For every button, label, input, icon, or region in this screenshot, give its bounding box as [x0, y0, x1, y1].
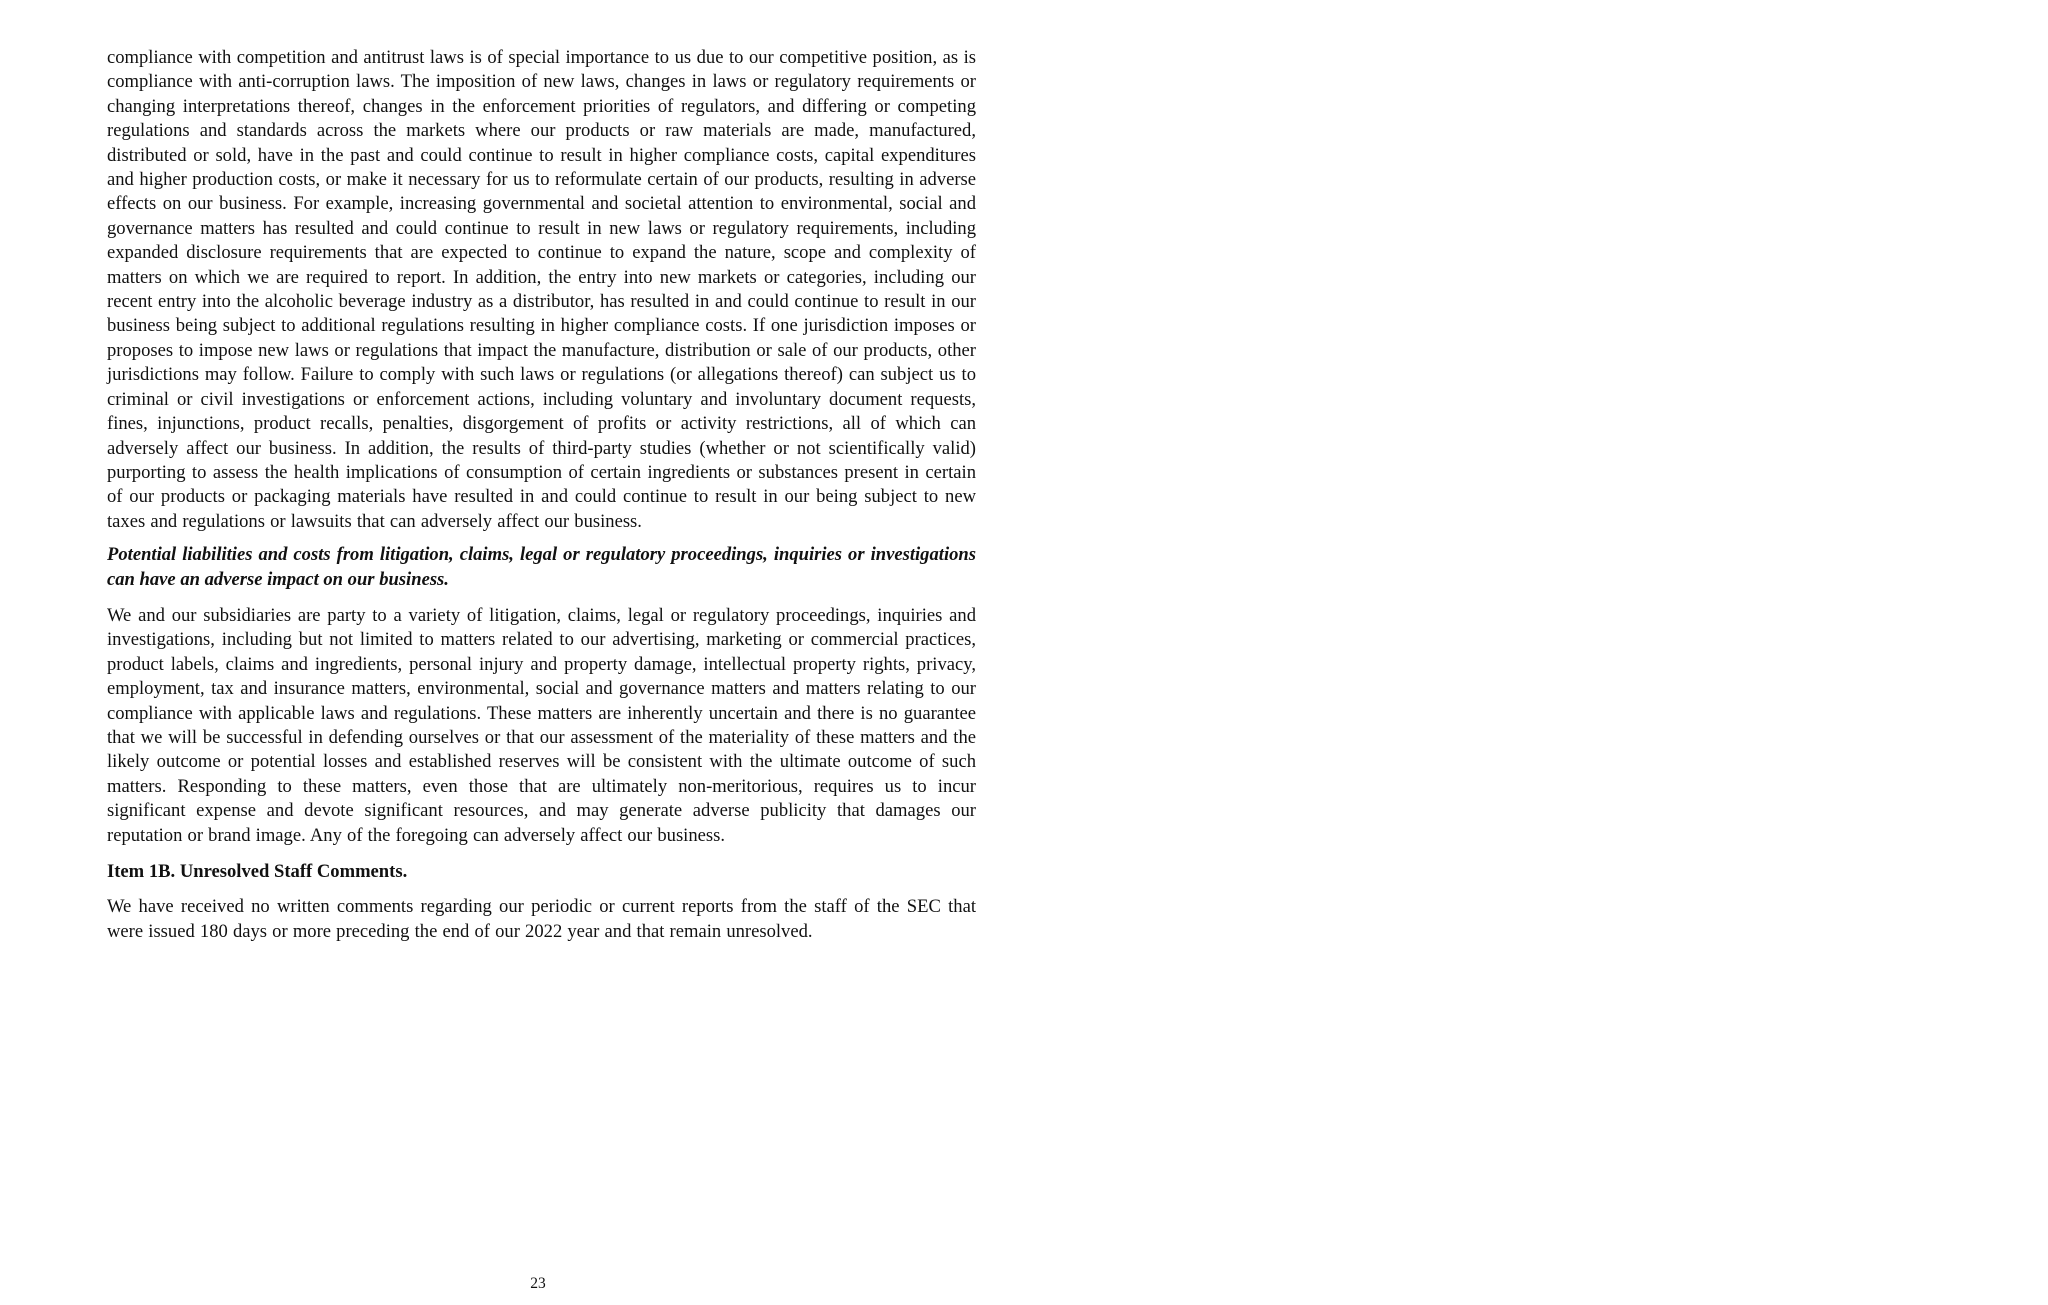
document-page — [107, 46, 976, 944]
risk-factor-heading-litigation: Potential liabilities and costs from litigation, claims, legal or regulatory proceedings, inquiries or investigations can have an adverse impact on our business. — [107, 544, 976, 590]
section-heading-item-1b: Item 1B. Unresolved Staff Comments. — [107, 861, 408, 882]
paragraph-unresolved-staff-comments: We have received no written comments regarding our periodic or current reports from the staff of the SEC that were issued 180 days or more preceding the end of our 2022 year and that remain unresolved. — [107, 896, 976, 942]
paragraph-litigation: We and our subsidiaries are party to a variety of litigation, claims, legal or regulatory proceedings, inquiries and investigations, including but not limited to matters related to our advertising, marketing or commercial practices, product labels, claims and ingredients, personal injury and property damage, intellectual property rights, privacy, employment, tax and insurance matters, environmental, social and governance matters and matters relating to our compliance with applicable laws and regulations. These matters are inherently uncertain and there is no guarantee that we will be successful in defending ourselves or that our assessment of the materiality of these matters and the likely outcome or potential losses and established reserves will be consistent with the ultimate outcome of such matters. Responding to these matters, even those that are ultimately non-meritorious, requires us to incur significant expense and devote significant resources, and may generate adverse publicity that damages our reputation or brand image. Any of the foregoing can adversely affect our business. — [107, 604, 976, 846]
paragraph-compliance-laws: compliance with competition and antitrust laws is of special importance to us due to our competitive position, as is compliance with anti-corruption laws. The imposition of new laws, changes in laws or regulatory requirements or changing interpretations thereof, changes in the enforcement priorities of regulators, and differing or competing regulations and standards across the markets where our products or raw materials are made, manufactured, distributed or sold, have in the past and could continue to result in higher compliance costs, capital expenditures and higher production costs, or make it necessary for us to reformulate certain of our products, resulting in adverse effects on our business. For example, increasing governmental and societal attention to environmental, social and governance matters has resulted and could continue to result in new laws or regulatory requirements, including expanded disclosure requirements that are expected to continue to expand the nature, scope and complexity of matters on which we are required to report. In addition, the entry into new markets or categories, including our recent entry into the alcoholic beverage industry as a distributor, has resulted in and could continue to result in our business being subject to additional regulations resulting in higher compliance costs. If one jurisdiction imposes or proposes to impose new laws or regulations that impact the manufacture, distribution or sale of our products, other jurisdictions may follow. Failure to comply with such laws or regulations (or allegations thereof) can subject us to criminal or civil investigations or enforcement actions, including voluntary and involuntary document requests, fines, injunctions, product recalls, penalties, disgorgement of profits or activity restrictions, all of which can adversely affect our business. In addition, the results of third-party studies (whether or not scientifically valid) purporting to assess the health implications of consumption of certain ingredients or substances present in certain of our products or packaging materials have resulted in and could continue to result in our being subject to new taxes and regulations or lawsuits that can adversely affect our business. — [107, 47, 976, 532]
page-number: 23 — [530, 1275, 546, 1292]
